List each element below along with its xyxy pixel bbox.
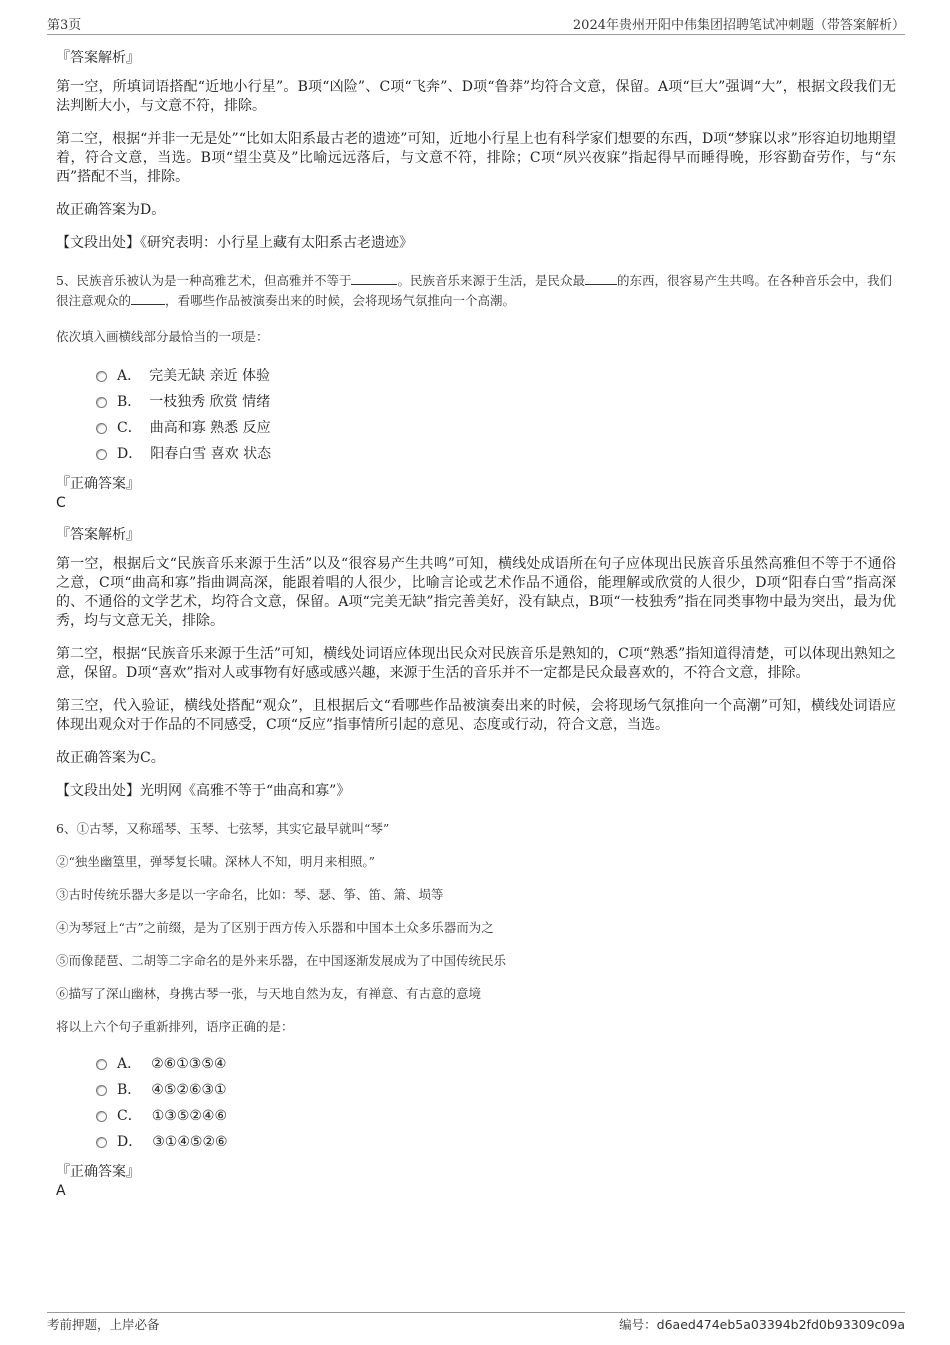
analysis-paragraph: 第一空，根据后文“民族音乐来源于生活”以及“很容易产生共鸣”可知，横线处成语所在句子应体现出民族音乐虽然高雅但不等于不通俗之意，C项“曲高和寡”指曲调高深，能跟着唱的人很少，比喻言论或艺术作品不通俗，能理解或欣赏的人很少，D项“阳春白雪”指高深的、不通俗的文学艺术，均符合文意，保留。A项“完美无缺”指完善美好，没有缺点，B项“一枝独秀”指在同类事物中最为突出，最为优秀，均与文意无关，排除。 [56,556,896,629]
option-b[interactable]: B． 一枝独秀 欣赏 情绪 [96,389,896,415]
radio-button[interactable] [96,1137,107,1148]
document-title: 2024年贵州开阳中伟集团招聘笔试冲刺题（带答案解析） [572,18,905,33]
page-footer [47,1312,905,1339]
question-5-stem: 5、民族音乐被认为是一种高雅艺术，但高雅并不等于 。民族音乐来源于生活，是民众最 的东西，很容易产生共鸣。在各种音乐会中，我们很注意观众的 ，看哪些作品被演奏出来的时候，会将现场气氛推向一个高潮。 [56,273,892,308]
source-citation: 【文段出处】《研究表明：小行星上藏有太阳系古老遗迹》 [56,235,413,251]
blank-2 [585,272,617,285]
question-6-sentence: ⑤而像琵琶、二胡等二字命名的是外来乐器，在中国逐渐发展成为了中国传统民乐 [56,953,507,968]
correct-answer-value: A [56,1183,66,1199]
question-5-prompt: 依次填入画横线部分最恰当的一项是： [56,329,269,344]
radio-button[interactable] [96,449,107,460]
radio-button[interactable] [96,371,107,382]
option-a[interactable]: A． 完美无缺 亲近 体验 [96,363,896,389]
analysis-label: 『答案解析』 [56,527,140,543]
option-c[interactable]: C． 曲高和寡 熟悉 反应 [96,415,896,441]
option-a[interactable]: A． ②⑥①③⑤④ [96,1051,896,1077]
correct-answer-label: 『正确答案』 [56,476,140,492]
question-6-sentence: ③古时传统乐器大多是以一字命名，比如：琴、瑟、筝、笛、箫、埙等 [56,887,444,902]
question-6-options [96,1051,896,1155]
analysis-paragraph: 第二空，根据“民族音乐来源于生活”可知，横线处词语应体现出民众对民族音乐是熟知的，C项“熟悉”指知道得清楚，可以体现出熟知之意，保留。D项“喜欢”指对人或事物有好感或感兴趣，来源于生活的音乐并不一定都是民众最喜欢的，不符合文意，排除。 [56,646,896,681]
question-6-sentence: ⑥描写了深山幽林，身携古琴一张，与天地自然为友，有禅意、有古意的意境 [56,986,482,1001]
option-c[interactable]: C． ①③⑤②④⑥ [96,1103,896,1129]
analysis-paragraph: 第三空，代入验证，横线处搭配“观众”，且根据后文“看哪些作品被演奏出来的时候，会将现场气氛推向一个高潮”可知，横线处词语应体现出观众对于作品的不同感受，C项“反应”指事情所引起的意见、态度或行动，符合文意，当选。 [56,698,896,733]
correct-answer-value: C [56,495,66,511]
question-6-prompt: 将以上六个句子重新排列，语序正确的是： [56,1019,294,1034]
code-value: d6aed474eb5a03394b2fd0b93309c09a [656,1317,905,1332]
question-6-sentence: ②“独坐幽篁里，弹琴复长啸。深林人不知，明月来相照。” [56,854,376,869]
radio-button[interactable] [96,423,107,434]
page-content [56,48,896,1213]
document-code [619,1315,905,1333]
blank-3 [131,292,165,305]
analysis-conclusion: 故正确答案为D。 [56,202,166,218]
analysis-label: 『答案解析』 [56,50,140,66]
analysis-paragraph: 第二空，根据“并非一无是处”“比如太阳系最古老的遗迹”可知，近地小行星上也有科学家们想要的东西，D项“梦寐以求”形容迫切地期望着，符合文意，当选。B项“望尘莫及”比喻远远落后，与文意不符，排除；C项“夙兴夜寐”指起得早而睡得晚，形容勤奋劳作，与“东西”搭配不当，排除。 [56,131,896,185]
page-number: 第3页 [47,18,82,33]
page-header [47,12,905,35]
radio-button[interactable] [96,1059,107,1070]
analysis-conclusion: 故正确答案为C。 [56,750,165,766]
code-label: 编号： [619,1317,657,1332]
footer-slogan: 考前押题，上岸必备 [47,1317,160,1332]
option-d[interactable]: D． 阳春白雪 喜欢 状态 [96,441,896,467]
option-b[interactable]: B． ④⑤②⑥③① [96,1077,896,1103]
question-6-sentence: 6、①古琴，又称瑶琴、玉琴、七弦琴，其实它最早就叫“琴” [56,821,390,836]
analysis-paragraph: 第一空，所填词语搭配“近地小行星”。B项“凶险”、C项“飞奔”、D项“鲁莽”均符合文意，保留。A项“巨大”强调“大”，根据文段我们无法判断大小，与文意不符，排除。 [56,79,896,114]
question-6-sentence: ④为琴冠上“古”之前缀，是为了区别于西方传入乐器和中国本土众多乐器而为之 [56,920,494,935]
question-5-options [96,363,896,467]
radio-button[interactable] [96,397,107,408]
blank-1 [351,272,397,285]
radio-button[interactable] [96,1111,107,1122]
option-d[interactable]: D． ③①④⑤②⑥ [96,1129,896,1155]
radio-button[interactable] [96,1085,107,1096]
source-citation: 【文段出处】光明网《高雅不等于“曲高和寡”》 [56,783,351,799]
correct-answer-label: 『正确答案』 [56,1164,140,1180]
